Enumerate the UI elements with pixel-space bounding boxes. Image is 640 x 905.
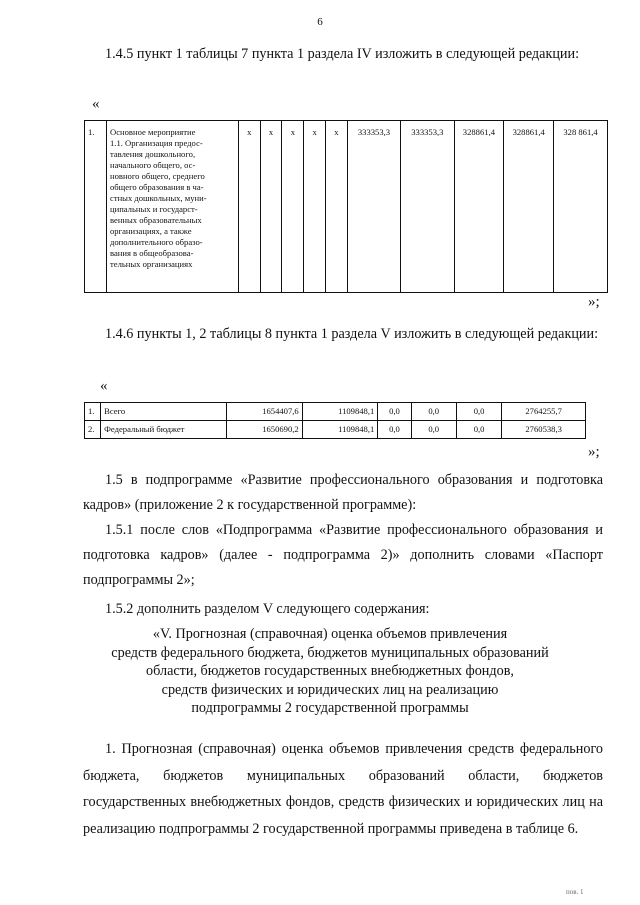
table-8-excerpt xyxy=(84,402,586,439)
row-number: 1. xyxy=(85,121,107,293)
value-cell: 2764255,7 xyxy=(502,403,586,421)
table-row xyxy=(85,121,608,293)
value-cell: 328861,4 xyxy=(504,121,554,293)
x-cell: х xyxy=(238,121,260,293)
value-cell: 1650690,2 xyxy=(227,421,303,439)
value-cell: 1109848,1 xyxy=(302,421,378,439)
value-cell: 0,0 xyxy=(378,403,411,421)
quote-close-1: »; xyxy=(588,294,600,310)
row-name: Всего xyxy=(101,403,227,421)
x-cell: х xyxy=(282,121,304,293)
value-cell: 0,0 xyxy=(456,403,501,421)
desc-line: тельных организациях xyxy=(110,259,193,269)
row-number: 1. xyxy=(85,403,101,421)
desc-line: Основное мероприятие xyxy=(110,127,196,137)
heading-line: «V. Прогнозная (справочная) оценка объемов привлечения xyxy=(152,626,508,642)
heading-line: области, бюджетов государственных внебюджетных фондов, xyxy=(146,663,514,679)
value-cell: 1109848,1 xyxy=(302,403,378,421)
x-cell: х xyxy=(260,121,282,293)
table-7-excerpt xyxy=(84,120,608,293)
desc-line: тавления дошкольного, xyxy=(110,149,196,159)
x-cell: х xyxy=(304,121,326,293)
table-row xyxy=(85,421,586,439)
desc-line: дополнительного образо- xyxy=(110,237,203,247)
quote-close-2: »; xyxy=(588,444,600,460)
desc-line: начального общего, ос- xyxy=(110,160,196,170)
x-cell: х xyxy=(326,121,348,293)
value-cell: 328 861,4 xyxy=(554,121,608,293)
quote-open-1: « xyxy=(92,96,100,112)
paragraph-final: 1. Прогнозная (справочная) оценка объемов привлечения средств федерального бюджета, бюджетов муниципальных образований области, бюджетов государственных внебюджетных фондов, средств физических и юридических лиц на реализацию подпрограммы 2 государственной программы приведена в таблице 6. xyxy=(83,741,603,837)
paragraph-1-5: 1.5 в подпрограмме «Развитие профессионального образования и подготовка кадров» (приложение 2 к государственной программе): xyxy=(83,472,603,513)
desc-line: венных образовательных xyxy=(110,215,202,225)
desc-line: 1.1. Организация предос- xyxy=(110,138,203,148)
heading-line: средств физических и юридических лиц на реализацию xyxy=(161,681,499,698)
desc-line: ципальных и государст- xyxy=(110,204,198,214)
value-cell: 2760538,3 xyxy=(502,421,586,439)
desc-line: общего образования в ча- xyxy=(110,182,204,192)
value-cell: 328861,4 xyxy=(454,121,504,293)
activity-description xyxy=(107,121,239,293)
section-v-heading xyxy=(110,625,550,718)
value-cell: 0,0 xyxy=(411,421,456,439)
quote-open-2: « xyxy=(100,378,108,394)
paragraph-1-5-2: 1.5.2 дополнить разделом V следующего содержания: xyxy=(105,601,430,617)
desc-line: вания в общеобразова- xyxy=(110,248,194,258)
value-cell: 333353,3 xyxy=(401,121,454,293)
paragraph-1-4-6: 1.4.6 пункты 1, 2 таблицы 8 пункта 1 раздела V изложить в следующей редакции: xyxy=(105,326,599,342)
value-cell: 0,0 xyxy=(411,403,456,421)
paragraph-1-4-5: 1.4.5 пункт 1 таблицы 7 пункта 1 раздела IV изложить в следующей редакции: xyxy=(105,46,580,62)
row-name: Федеральный бюджет xyxy=(101,421,227,439)
desc-line: стных дошкольных, муни- xyxy=(110,193,207,203)
page-number: 6 xyxy=(317,16,323,28)
value-cell: 333353,3 xyxy=(347,121,400,293)
value-cell: 0,0 xyxy=(456,421,501,439)
desc-line: организациях, а также xyxy=(110,226,192,236)
desc-line: новного общего, среднего xyxy=(110,171,205,181)
corner-mark: пов. 1 xyxy=(566,888,584,896)
table-row xyxy=(85,403,586,421)
heading-line: подпрограммы 2 государственной программы xyxy=(191,700,469,716)
row-number: 2. xyxy=(85,421,101,439)
paragraph-1-5-1: 1.5.1 после слов «Подпрограмма «Развитие профессионального образования и подготовка кадров» (далее - подпрограмма 2)» дополнить словами «Паспорт подпрограммы 2»; xyxy=(83,522,603,588)
value-cell: 1654407,6 xyxy=(227,403,303,421)
value-cell: 0,0 xyxy=(378,421,411,439)
heading-line: средств федерального бюджета, бюджетов муниципальных образований xyxy=(111,644,549,661)
